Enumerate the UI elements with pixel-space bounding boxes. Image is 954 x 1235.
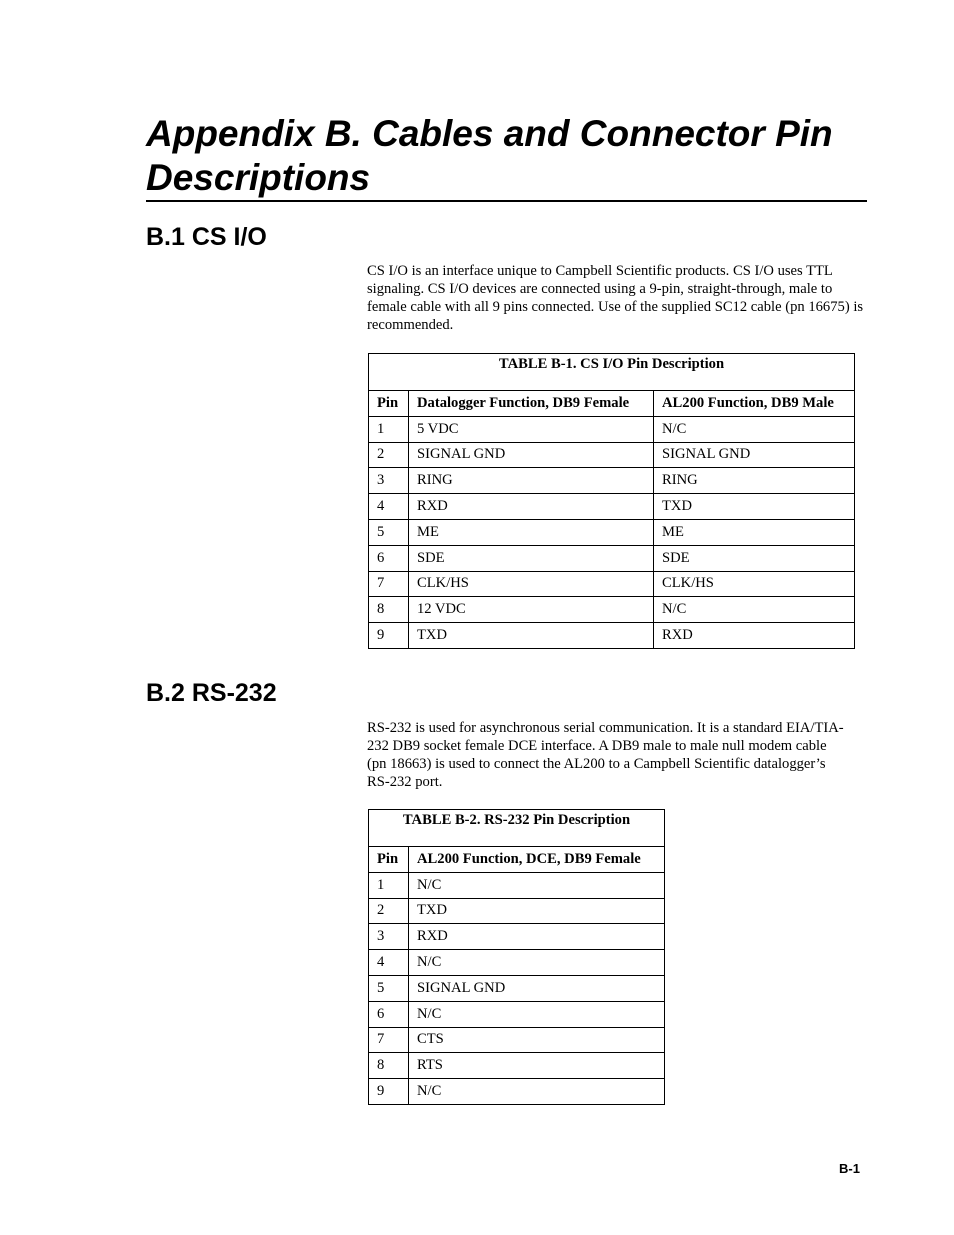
function-cell: SIGNAL GND xyxy=(409,975,665,1001)
function-cell: N/C xyxy=(654,416,855,442)
table-row xyxy=(369,545,855,571)
function-cell: N/C xyxy=(409,872,665,898)
table-header-row xyxy=(369,847,665,873)
table-row xyxy=(369,494,855,520)
column-header: Pin xyxy=(369,391,409,417)
table-row xyxy=(369,571,855,597)
table-caption-row xyxy=(369,810,665,847)
function-cell: CLK/HS xyxy=(409,571,654,597)
function-cell: RTS xyxy=(409,1053,665,1079)
function-cell: SIGNAL GND xyxy=(654,442,855,468)
pin-number-cell: 8 xyxy=(369,597,409,623)
function-cell: TXD xyxy=(409,623,654,649)
table-row xyxy=(369,872,665,898)
pin-number-cell: 4 xyxy=(369,950,409,976)
table-caption: TABLE B-2. RS-232 Pin Description xyxy=(369,810,665,847)
function-cell: N/C xyxy=(409,1001,665,1027)
table-row xyxy=(369,623,855,649)
table-row xyxy=(369,898,665,924)
pin-number-cell: 8 xyxy=(369,1053,409,1079)
page-number: B-1 xyxy=(839,1161,860,1176)
function-cell: ME xyxy=(654,519,855,545)
pin-number-cell: 3 xyxy=(369,468,409,494)
table-header-row xyxy=(369,391,855,417)
pin-number-cell: 4 xyxy=(369,494,409,520)
function-cell: 5 VDC xyxy=(409,416,654,442)
table-row xyxy=(369,1001,665,1027)
section-heading-cs-io: B.1 CS I/O xyxy=(146,223,267,251)
pin-number-cell: 2 xyxy=(369,442,409,468)
function-cell: N/C xyxy=(654,597,855,623)
function-cell: RXD xyxy=(409,494,654,520)
pin-number-cell: 9 xyxy=(369,1079,409,1105)
function-cell: SIGNAL GND xyxy=(409,442,654,468)
table-row xyxy=(369,519,855,545)
table-row xyxy=(369,442,855,468)
function-cell: CLK/HS xyxy=(654,571,855,597)
function-cell: ME xyxy=(409,519,654,545)
column-header: AL200 Function, DCE, DB9 Female xyxy=(409,847,665,873)
function-cell: TXD xyxy=(409,898,665,924)
pin-number-cell: 6 xyxy=(369,1001,409,1027)
table-row xyxy=(369,597,855,623)
table-row xyxy=(369,1027,665,1053)
function-cell: N/C xyxy=(409,1079,665,1105)
pin-number-cell: 6 xyxy=(369,545,409,571)
title-rule xyxy=(146,200,867,202)
page-title: Appendix B. Cables and Connector Pin Descriptions xyxy=(146,113,833,198)
table-cs-io-pins xyxy=(368,353,855,649)
function-cell: CTS xyxy=(409,1027,665,1053)
column-header: Pin xyxy=(369,847,409,873)
column-header: Datalogger Function, DB9 Female xyxy=(409,391,654,417)
pin-number-cell: 5 xyxy=(369,975,409,1001)
table-row xyxy=(369,950,665,976)
section-paragraph-cs-io: CS I/O is an interface unique to Campbell Scientific products. CS I/O uses TTL signaling. CS I/O devices are connected using a 9-pin, straight-through, male to female cable with all 9 pins connected. Use of the supplied SC12 cable (pn 16675) is recommended. xyxy=(367,263,864,333)
pin-number-cell: 7 xyxy=(369,1027,409,1053)
section-heading-rs232: B.2 RS-232 xyxy=(146,679,277,707)
table-row xyxy=(369,416,855,442)
pin-number-cell: 9 xyxy=(369,623,409,649)
function-cell: SDE xyxy=(654,545,855,571)
function-cell: RING xyxy=(409,468,654,494)
function-cell: RXD xyxy=(409,924,665,950)
table-rs232-pins xyxy=(368,809,665,1105)
function-cell: RING xyxy=(654,468,855,494)
table-row xyxy=(369,1053,665,1079)
function-cell: SDE xyxy=(409,545,654,571)
function-cell: N/C xyxy=(409,950,665,976)
table-row xyxy=(369,924,665,950)
function-cell: TXD xyxy=(654,494,855,520)
pin-number-cell: 2 xyxy=(369,898,409,924)
section-paragraph-rs232: RS-232 is used for asynchronous serial communication. It is a standard EIA/TIA-232 DB9 socket female DCE interface. A DB9 male to male null modem cable (pn 18663) is used to connect the AL200 to a Campbell Scientific datalogger’s RS-232 port. xyxy=(367,720,844,790)
pin-number-cell: 1 xyxy=(369,416,409,442)
table-row xyxy=(369,975,665,1001)
pin-number-cell: 1 xyxy=(369,872,409,898)
function-cell: RXD xyxy=(654,623,855,649)
pin-number-cell: 5 xyxy=(369,519,409,545)
pin-number-cell: 7 xyxy=(369,571,409,597)
table-row xyxy=(369,1079,665,1105)
table-caption-row xyxy=(369,354,855,391)
function-cell: 12 VDC xyxy=(409,597,654,623)
table-row xyxy=(369,468,855,494)
pin-number-cell: 3 xyxy=(369,924,409,950)
column-header: AL200 Function, DB9 Male xyxy=(654,391,855,417)
table-caption: TABLE B-1. CS I/O Pin Description xyxy=(369,354,855,391)
